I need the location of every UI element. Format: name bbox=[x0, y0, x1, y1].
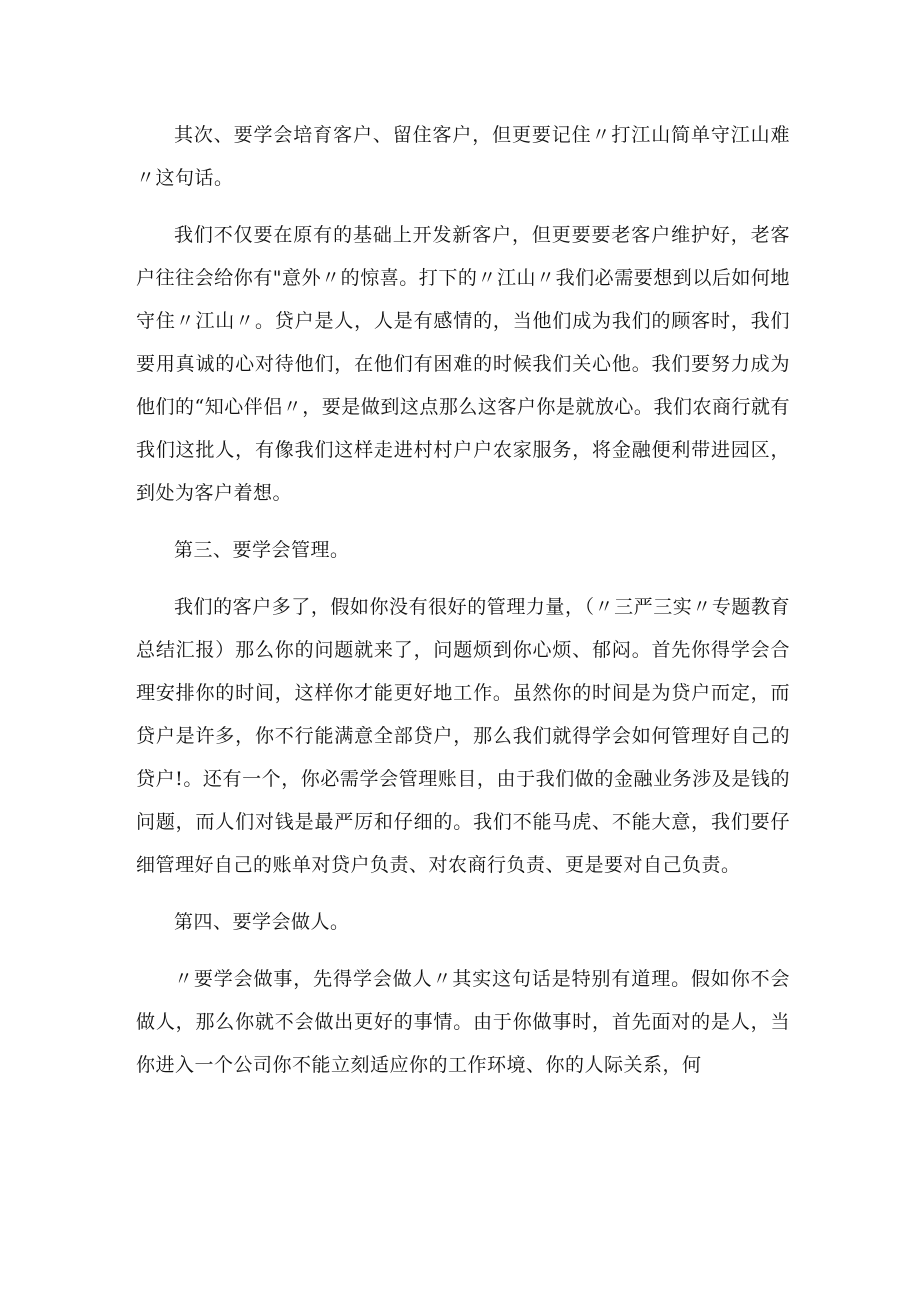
document-body bbox=[136, 114, 790, 1101]
section-heading-conduct: 第四、要学会做人。 bbox=[174, 911, 350, 933]
paragraph-maintain-customers: 我们不仅要在原有的基础上开发新客户，但更要要老客户维护好，老客户往往会给你有"意外〃的惊喜。打下的〃江山〃我们必需要想到以后如何地守住〃江山〃。贷户是人，人是有感情的，当他们成为我们的顾客时，我们要用真诚的心对待他们，在他们有困难的时候我们关心他。我们要努力成为他们的“知心伴侣〃，要是做到这点那么这客户你是就放心。我们农商行就有我们这批人，有像我们这样走进村村户户农家服务，将金融便利带进园区，到处为客户着想。 bbox=[136, 224, 790, 504]
section-heading-management: 第三、要学会管理。 bbox=[174, 539, 350, 561]
paragraph-customer-retention: 其次、要学会培育客户、留住客户，但更要记住〃打江山简单守江山难〃这句话。 bbox=[136, 124, 790, 189]
paragraph-management: 我们的客户多了，假如你没有很好的管理力量，（〃三严三实〃专题教育总结汇报）那么你的问题就来了，问题烦到你心烦、郁闷。首先你得学会合理安排你的时间，这样你才能更好地工作。虽然你的时间是为贷户而定，而贷户是许多，你不行能满意全部贷户，那么我们就得学会如何管理好自己的贷户!。还有一个，你必需学会管理账目，由于我们做的金融业务涉及是钱的问题，而人们对钱是最严厉和仔细的。我们不能马虎、不能大意，我们要仔细管理好自己的账单对贷户负责、对农商行负责、更是要对自己负责。 bbox=[136, 596, 790, 876]
paragraph-conduct: 〃要学会做事，先得学会做人〃其实这句话是特别有道理。假如你不会做人，那么你就不会做出更好的事情。由于你做事时，首先面对的是人，当你进入一个公司你不能立刻适应你的工作环境、你的人际关系，何 bbox=[136, 968, 790, 1076]
